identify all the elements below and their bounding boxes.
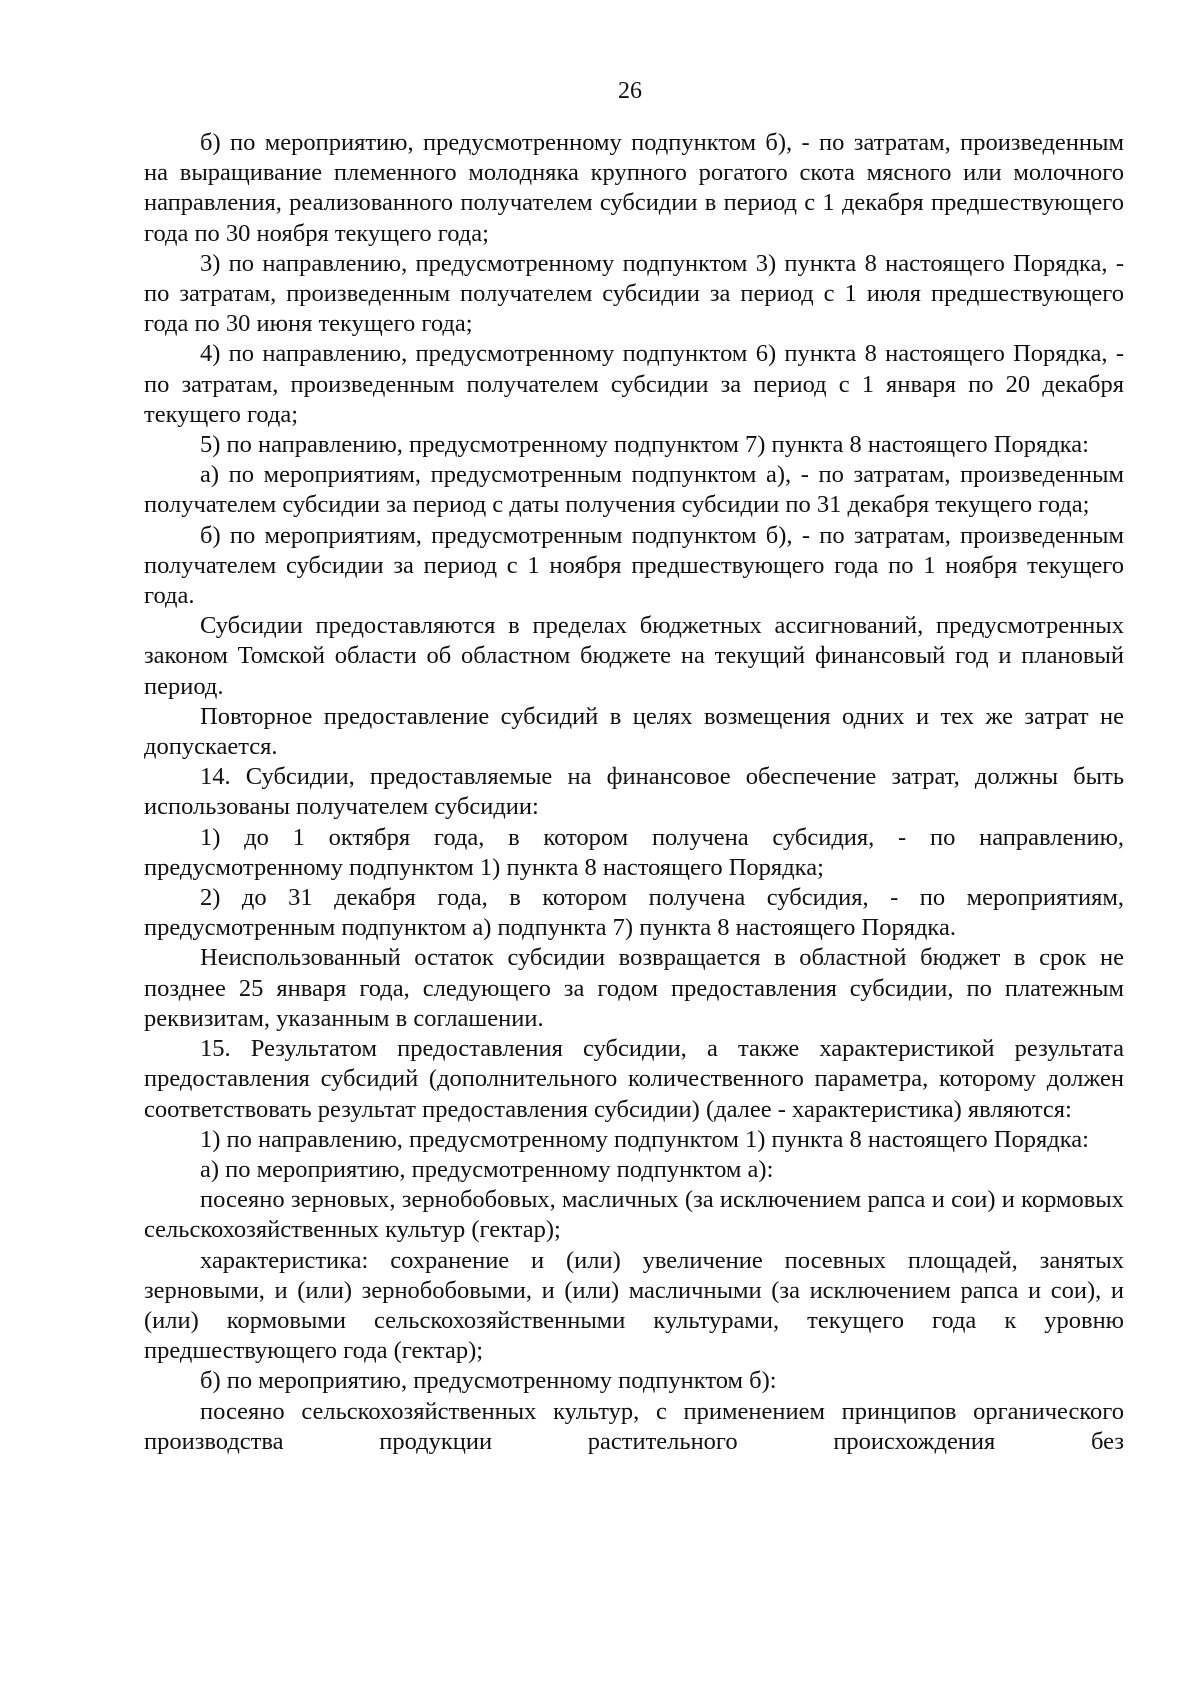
paragraph: 14. Субсидии, предоставляемые на финансовое обеспечение затрат, должны быть использованы получателем субсидии: bbox=[144, 763, 1124, 821]
page-number: 26 bbox=[618, 78, 642, 104]
paragraph: Субсидии предоставляются в пределах бюджетных ассигнований, предусмотренных законом Томской области об областном бюджете на текущий финансовый год и плановый период. bbox=[144, 612, 1124, 700]
paragraph: а) по мероприятию, предусмотренному подпунктом а): bbox=[200, 1155, 774, 1183]
paragraph: 5) по направлению, предусмотренному подпунктом 7) пункта 8 настоящего Порядка: bbox=[200, 431, 1089, 459]
paragraph: б) по мероприятиям, предусмотренным подпунктом б), - по затратам, произведенным получателем субсидии за период с 1 ноября предшествующего года по 1 ноября текущего года. bbox=[144, 521, 1124, 610]
paragraph: 3) по направлению, предусмотренному подпунктом 3) пункта 8 настоящего Порядка, - по затратам, произведенным получателем субсидии за период с 1 июля предшествующего года по 30 июня текущего года; bbox=[144, 249, 1124, 338]
paragraph: 2) до 31 декабря года, в котором получена субсидия, - по мероприятиям, предусмотренным подпунктом а) подпункта 7) пункта 8 настоящего Порядка. bbox=[144, 884, 1124, 942]
paragraph: а) по мероприятиям, предусмотренным подпунктом а), - по затратам, произведенным получателем субсидии за период с даты получения субсидии по 31 декабря текущего года; bbox=[144, 461, 1124, 519]
paragraph: посеяно зерновых, зернобобовых, масличных (за исключением рапса и сои) и кормовых сельскохозяйственных культур (гектар); bbox=[144, 1186, 1124, 1244]
paragraph: Неиспользованный остаток субсидии возвращается в областной бюджет в срок не позднее 25 января года, следующего за годом предоставления субсидии, по платежным реквизитам, указанным в соглашении. bbox=[144, 944, 1124, 1032]
paragraph: 1) до 1 октября года, в котором получена субсидия, - по направлению, предусмотренному подпунктом 1) пункта 8 настоящего Порядка; bbox=[144, 823, 1124, 881]
paragraph: 4) по направлению, предусмотренному подпунктом 6) пункта 8 настоящего Порядка, - по затратам, произведенным получателем субсидии за период с 1 января по 20 декабря текущего года; bbox=[144, 340, 1124, 428]
paragraph: б) по мероприятию, предусмотренному подпунктом б), - по затратам, произведенным на выращивание племенного молодняка крупного рогатого скота мясного или молочного направления, реализованного получателем субсидии в период с 1 декабря предшествующего года по 30 ноября текущего года; bbox=[144, 129, 1124, 247]
paragraph-continued: посеяно сельскохозяйственных культур, с применением принципов органического производства продукции растительного происхождения без bbox=[144, 1397, 1124, 1455]
paragraph: Повторное предоставление субсидий в целях возмещения одних и тех же затрат не допускается. bbox=[144, 702, 1124, 761]
paragraph: б) по мероприятию, предусмотренному подпунктом б): bbox=[200, 1367, 777, 1395]
paragraph: 15. Результатом предоставления субсидии, а также характеристикой результата предоставления субсидий (дополнительного количественного параметра, которому должен соответствовать результат предоставления субсидии) (далее - характеристика) являются: bbox=[144, 1035, 1124, 1123]
paragraph: 1) по направлению, предусмотренному подпунктом 1) пункта 8 настоящего Порядка: bbox=[200, 1125, 1089, 1153]
paragraph: характеристика: сохранение и (или) увеличение посевных площадей, занятых зерновыми, и (или) зернобобовыми, и (или) масличными (за исключением рапса и сои), и (или) кормовыми сельскохозяйственными культурами, текущего года к уровню предшествующего года (гектар); bbox=[144, 1246, 1124, 1365]
document-body bbox=[144, 128, 1124, 1457]
